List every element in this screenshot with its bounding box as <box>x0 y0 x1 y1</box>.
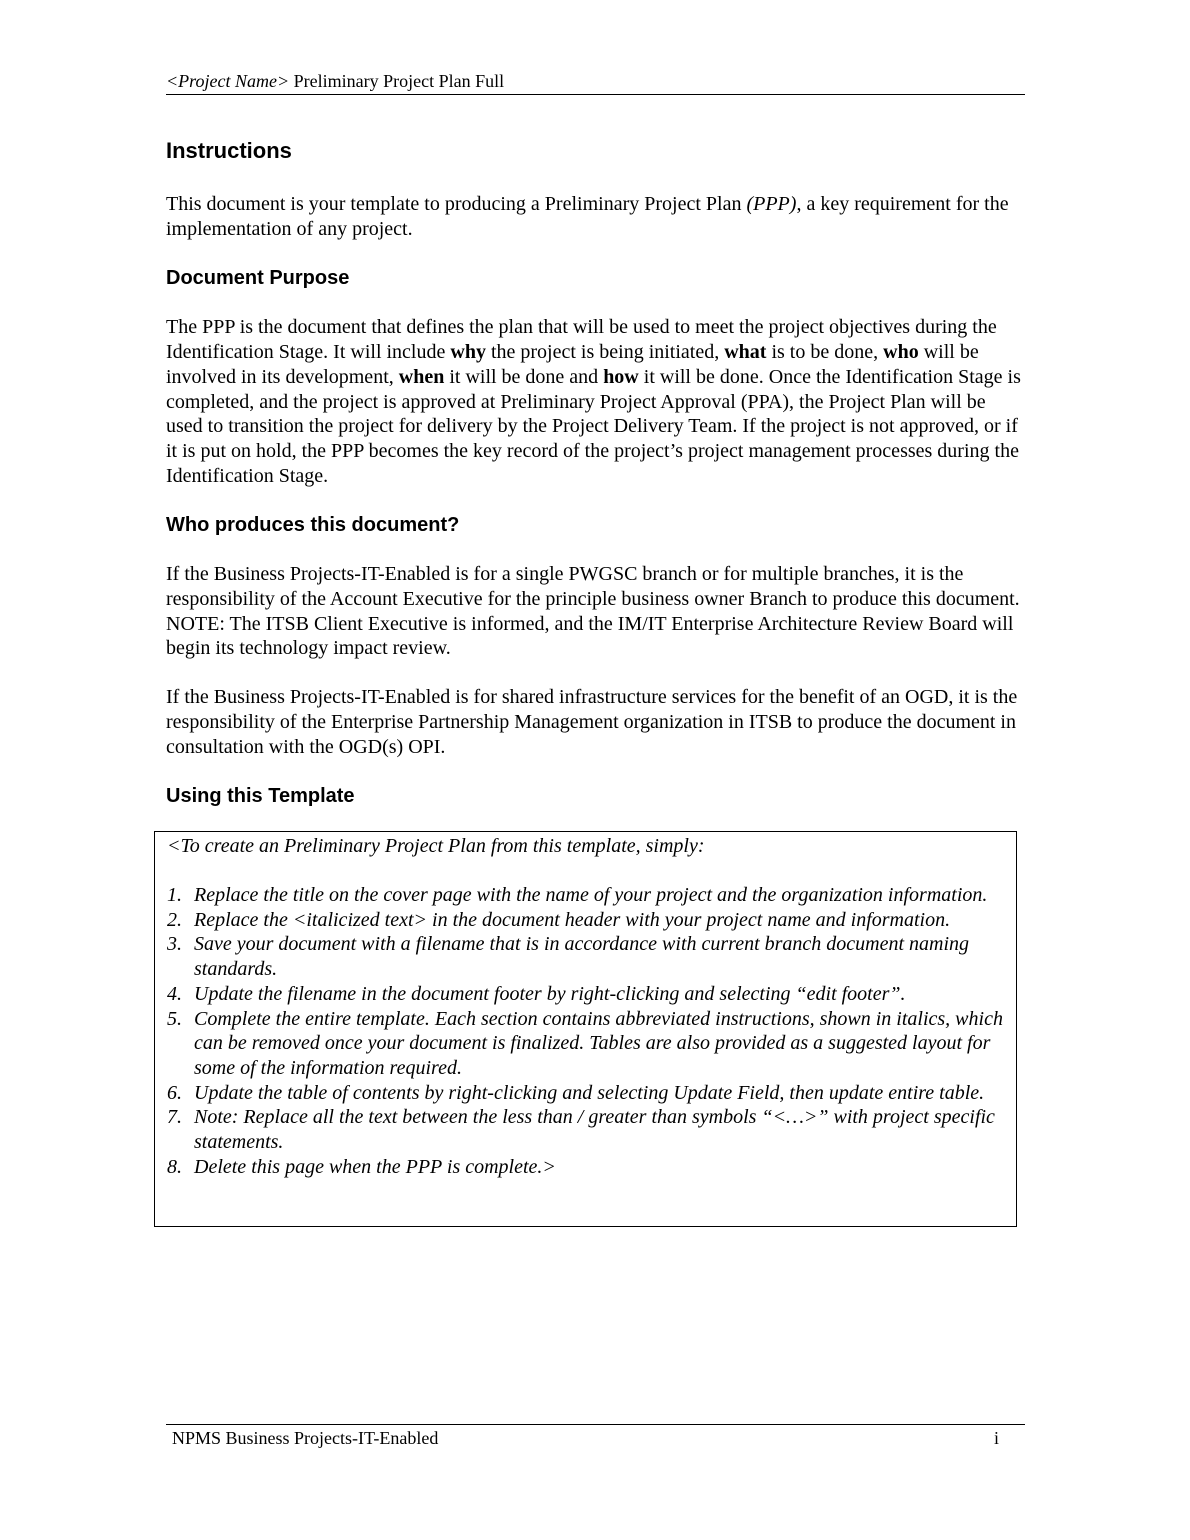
step-number: 4. <box>167 982 182 1005</box>
purpose-when: when <box>398 365 445 388</box>
instructions-intro <box>166 192 1026 241</box>
template-intro: <To create an Preliminary Project Plan from this template, simply: <box>167 835 705 857</box>
step-text: Delete this page when the PPP is complete.> <box>194 1155 556 1178</box>
page-header <box>166 70 1025 95</box>
list-item <box>167 1155 1012 1180</box>
page-number: i <box>993 1428 999 1448</box>
purpose-how: how <box>603 365 639 388</box>
template-steps-list <box>167 883 1012 1179</box>
list-item <box>167 908 1012 933</box>
intro-ppp: (PPP) <box>746 193 797 215</box>
producer-paragraph-1: If the Business Projects-IT-Enabled is for a single PWGSC branch or for multiple branches, it is the responsibility of the Account Executive for the principle business owner Branch to produce this document. NOTE: The ITSB Client Executive is informed, and the IM/IT Enterprise Architecture Review Board will begin its technology impact review. <box>166 563 1020 660</box>
step-text: Update the filename in the document footer by right-clicking and selecting “edit footer”. <box>194 982 906 1005</box>
purpose-text-6: it will be done. Once the Identification Stage is completed, and the project is approved at Preliminary Project Approval (PPA), the Project Plan will be used to transition the project for delivery by the Project Delivery Team. If the project is not approved, or if it is put on hold, the PPP becomes the key record of the project’s project management processes during the Identification Stage. <box>166 365 1021 487</box>
producer-paragraph-2: If the Business Projects-IT-Enabled is for shared infrastructure services for the benefit of an OGD, it is the responsibility of the Enterprise Partnership Management organization in ITSB to produce the document in consultation with the OGD(s) OPI. <box>166 686 1018 758</box>
step-text: Update the table of contents by right-clicking and selecting Update Field, then update entire table. <box>194 1081 985 1104</box>
list-item <box>167 982 1012 1007</box>
list-item <box>167 1007 1012 1081</box>
step-text: Replace the <italicized text> in the document header with your project name and information. <box>194 908 951 931</box>
step-number: 3. <box>167 933 182 956</box>
step-number: 7. <box>167 1106 182 1129</box>
page-footer <box>166 1424 1025 1448</box>
step-number: 5. <box>167 1007 182 1030</box>
intro-text: This document is your template to producing a Preliminary Project Plan <box>166 193 747 215</box>
step-text: Complete the entire template. Each section contains abbreviated instructions, shown in italics, which can be removed once your document is finalized. Tables are also provided as a suggested layout for some of the information required. <box>194 1007 1003 1079</box>
purpose-what: what <box>724 341 767 364</box>
purpose-text-4: will be involved in its development, <box>166 341 979 388</box>
intro-text-end: , a key requirement for the implementation of any project. <box>166 193 1009 240</box>
step-number: 6. <box>167 1081 182 1104</box>
list-item <box>167 883 1012 908</box>
step-number: 1. <box>167 884 182 906</box>
list-item <box>167 932 1012 981</box>
purpose-text-1: The PPP is the document that defines the plan that will be used to meet the project objectives during the Identification Stage. It will include <box>166 316 997 364</box>
footer-title: NPMS Business Projects-IT-Enabled <box>172 1428 439 1448</box>
purpose-paragraph <box>166 315 1026 488</box>
header-title: Preliminary Project Plan Full <box>289 71 505 91</box>
main-content <box>166 136 1026 833</box>
template-heading: Using this Template <box>166 785 355 808</box>
step-text: Note: Replace all the text between the less than / greater than symbols “<…>” with project specific statements. <box>194 1106 995 1154</box>
step-number: 8. <box>167 1155 182 1178</box>
template-instructions-box <box>154 831 1017 1227</box>
purpose-text-5: it will be done and <box>444 365 604 388</box>
purpose-text-2: the project is being initiated, <box>485 341 725 364</box>
step-number: 2. <box>167 908 182 931</box>
list-item <box>167 1105 1012 1154</box>
header-project-name: <Project Name> <box>166 71 290 91</box>
step-text: Save your document with a filename that is in accordance with current branch document naming standards. <box>194 933 970 981</box>
purpose-who: who <box>883 341 919 364</box>
producer-heading: Who produces this document? <box>166 514 460 537</box>
instructions-heading: Instructions <box>166 138 292 163</box>
step-text: Replace the title on the cover page with the name of your project and the organization information. <box>194 884 988 906</box>
list-item <box>167 1081 1012 1106</box>
purpose-why: why <box>450 341 486 364</box>
purpose-heading: Document Purpose <box>166 267 350 290</box>
purpose-text-3: is to be done, <box>766 341 884 364</box>
